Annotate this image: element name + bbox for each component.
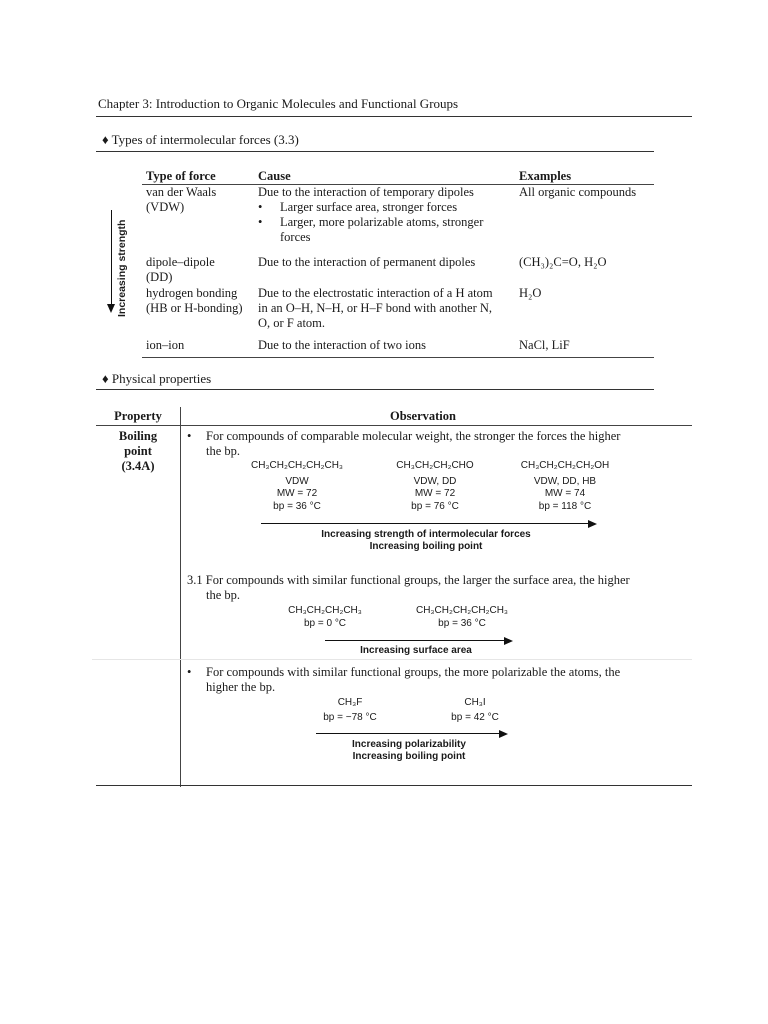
strength-arrow-line	[111, 210, 112, 306]
examples-hb: H₂O	[519, 286, 542, 300]
examples-ion: NaCl, LiF	[519, 338, 570, 352]
header-observation: Observation	[390, 409, 456, 423]
strength-label: Increasing strength	[116, 219, 128, 317]
compound-butanol: CH₃CH₂CH₂CH₂OH VDW, DD, HB MW = 74 bp = 118 °C	[520, 460, 610, 512]
compound-pentane: CH₃CH₂CH₂CH₂CH₃ VDW MW = 72 bp = 36 °C	[250, 460, 343, 512]
compound-pentane-2: CH₃CH₂CH₂CH₂CH₃ bp = 36 °C	[415, 605, 508, 629]
block2-arrow-line	[325, 640, 507, 641]
compound-butane: CH₃CH₂CH₂CH₃ bp = 0 °C	[288, 605, 362, 629]
right-arrow-icon-3	[499, 730, 508, 738]
right-arrow-icon	[588, 520, 597, 528]
section-rule-physical	[96, 389, 654, 390]
force-type-hb: hydrogen bonding (HB or H-bonding)	[146, 286, 243, 315]
property-boiling-point: Boiling point (3.4A)	[118, 429, 158, 473]
bullet-3: •	[187, 665, 192, 679]
compound-methyl-iodide: CH₃I bp = 42 °C	[451, 697, 499, 723]
cause-vdw: Due to the interaction of temporary dipoles • Larger surface area, stronger forces • Larger, more polarizable atoms, stronger forces	[258, 185, 484, 244]
block1-arrow-labels: Increasing strength of intermolecular forces Increasing boiling point	[321, 529, 531, 552]
examples-dd: (CH₃)₂C=O, H₂O	[519, 255, 607, 269]
down-arrow-icon	[107, 304, 115, 313]
examples-vdw: All organic compounds	[519, 185, 637, 199]
compound-methyl-fluoride: CH₃F bp = −78 °C	[323, 697, 377, 723]
header-examples: Examples	[519, 169, 572, 183]
physical-header-rule	[96, 425, 692, 426]
section-title-forces: ♦ Types of intermolecular forces (3.3)	[102, 132, 299, 147]
header-cause: Cause	[258, 169, 291, 183]
block2-arrow-label: Increasing surface area	[360, 645, 472, 656]
block-separator	[92, 659, 692, 660]
cause-hb: Due to the electrostatic interaction of a H atom in an O–H, N–H, or H–F bond with another N, O, or F atom.	[258, 286, 493, 330]
block3-text: For compounds with similar functional groups, the more polarizable the atoms, the higher the bp.	[206, 665, 621, 694]
chapter-title: Chapter 3: Introduction to Organic Molecules and Functional Groups	[98, 96, 459, 111]
compound-butanal: CH₃CH₂CH₂CHO VDW, DD MW = 72 bp = 76 °C	[396, 460, 474, 512]
force-type-dd: dipole–dipole (DD)	[146, 255, 215, 284]
block2-text: 3.1 For compounds with similar functional groups, the larger the surface area, the higher the bp.	[187, 573, 630, 602]
block1-arrow-line	[261, 523, 591, 524]
section-title-physical: ♦ Physical properties	[102, 371, 212, 386]
force-type-vdw: van der Waals (VDW)	[146, 185, 217, 214]
cause-ion: Due to the interaction of two ions	[258, 338, 427, 352]
right-arrow-icon-2	[504, 637, 513, 645]
section-rule-forces	[96, 151, 654, 152]
header-property: Property	[114, 409, 162, 423]
cause-dd: Due to the interaction of permanent dipoles	[258, 255, 476, 269]
chapter-rule	[96, 116, 692, 117]
property-column-divider	[180, 407, 181, 787]
force-type-ion: ion–ion	[146, 338, 185, 352]
block3-arrow-labels: Increasing polarizability Increasing boiling point	[352, 739, 466, 762]
forces-bottom-rule	[142, 357, 654, 358]
bullet-1: •	[187, 429, 192, 443]
header-type-of-force: Type of force	[146, 169, 216, 183]
block1-text: For compounds of comparable molecular weight, the stronger the forces the higher the bp.	[206, 429, 621, 458]
block3-arrow-line	[316, 733, 502, 734]
page-bottom-rule	[96, 785, 692, 786]
